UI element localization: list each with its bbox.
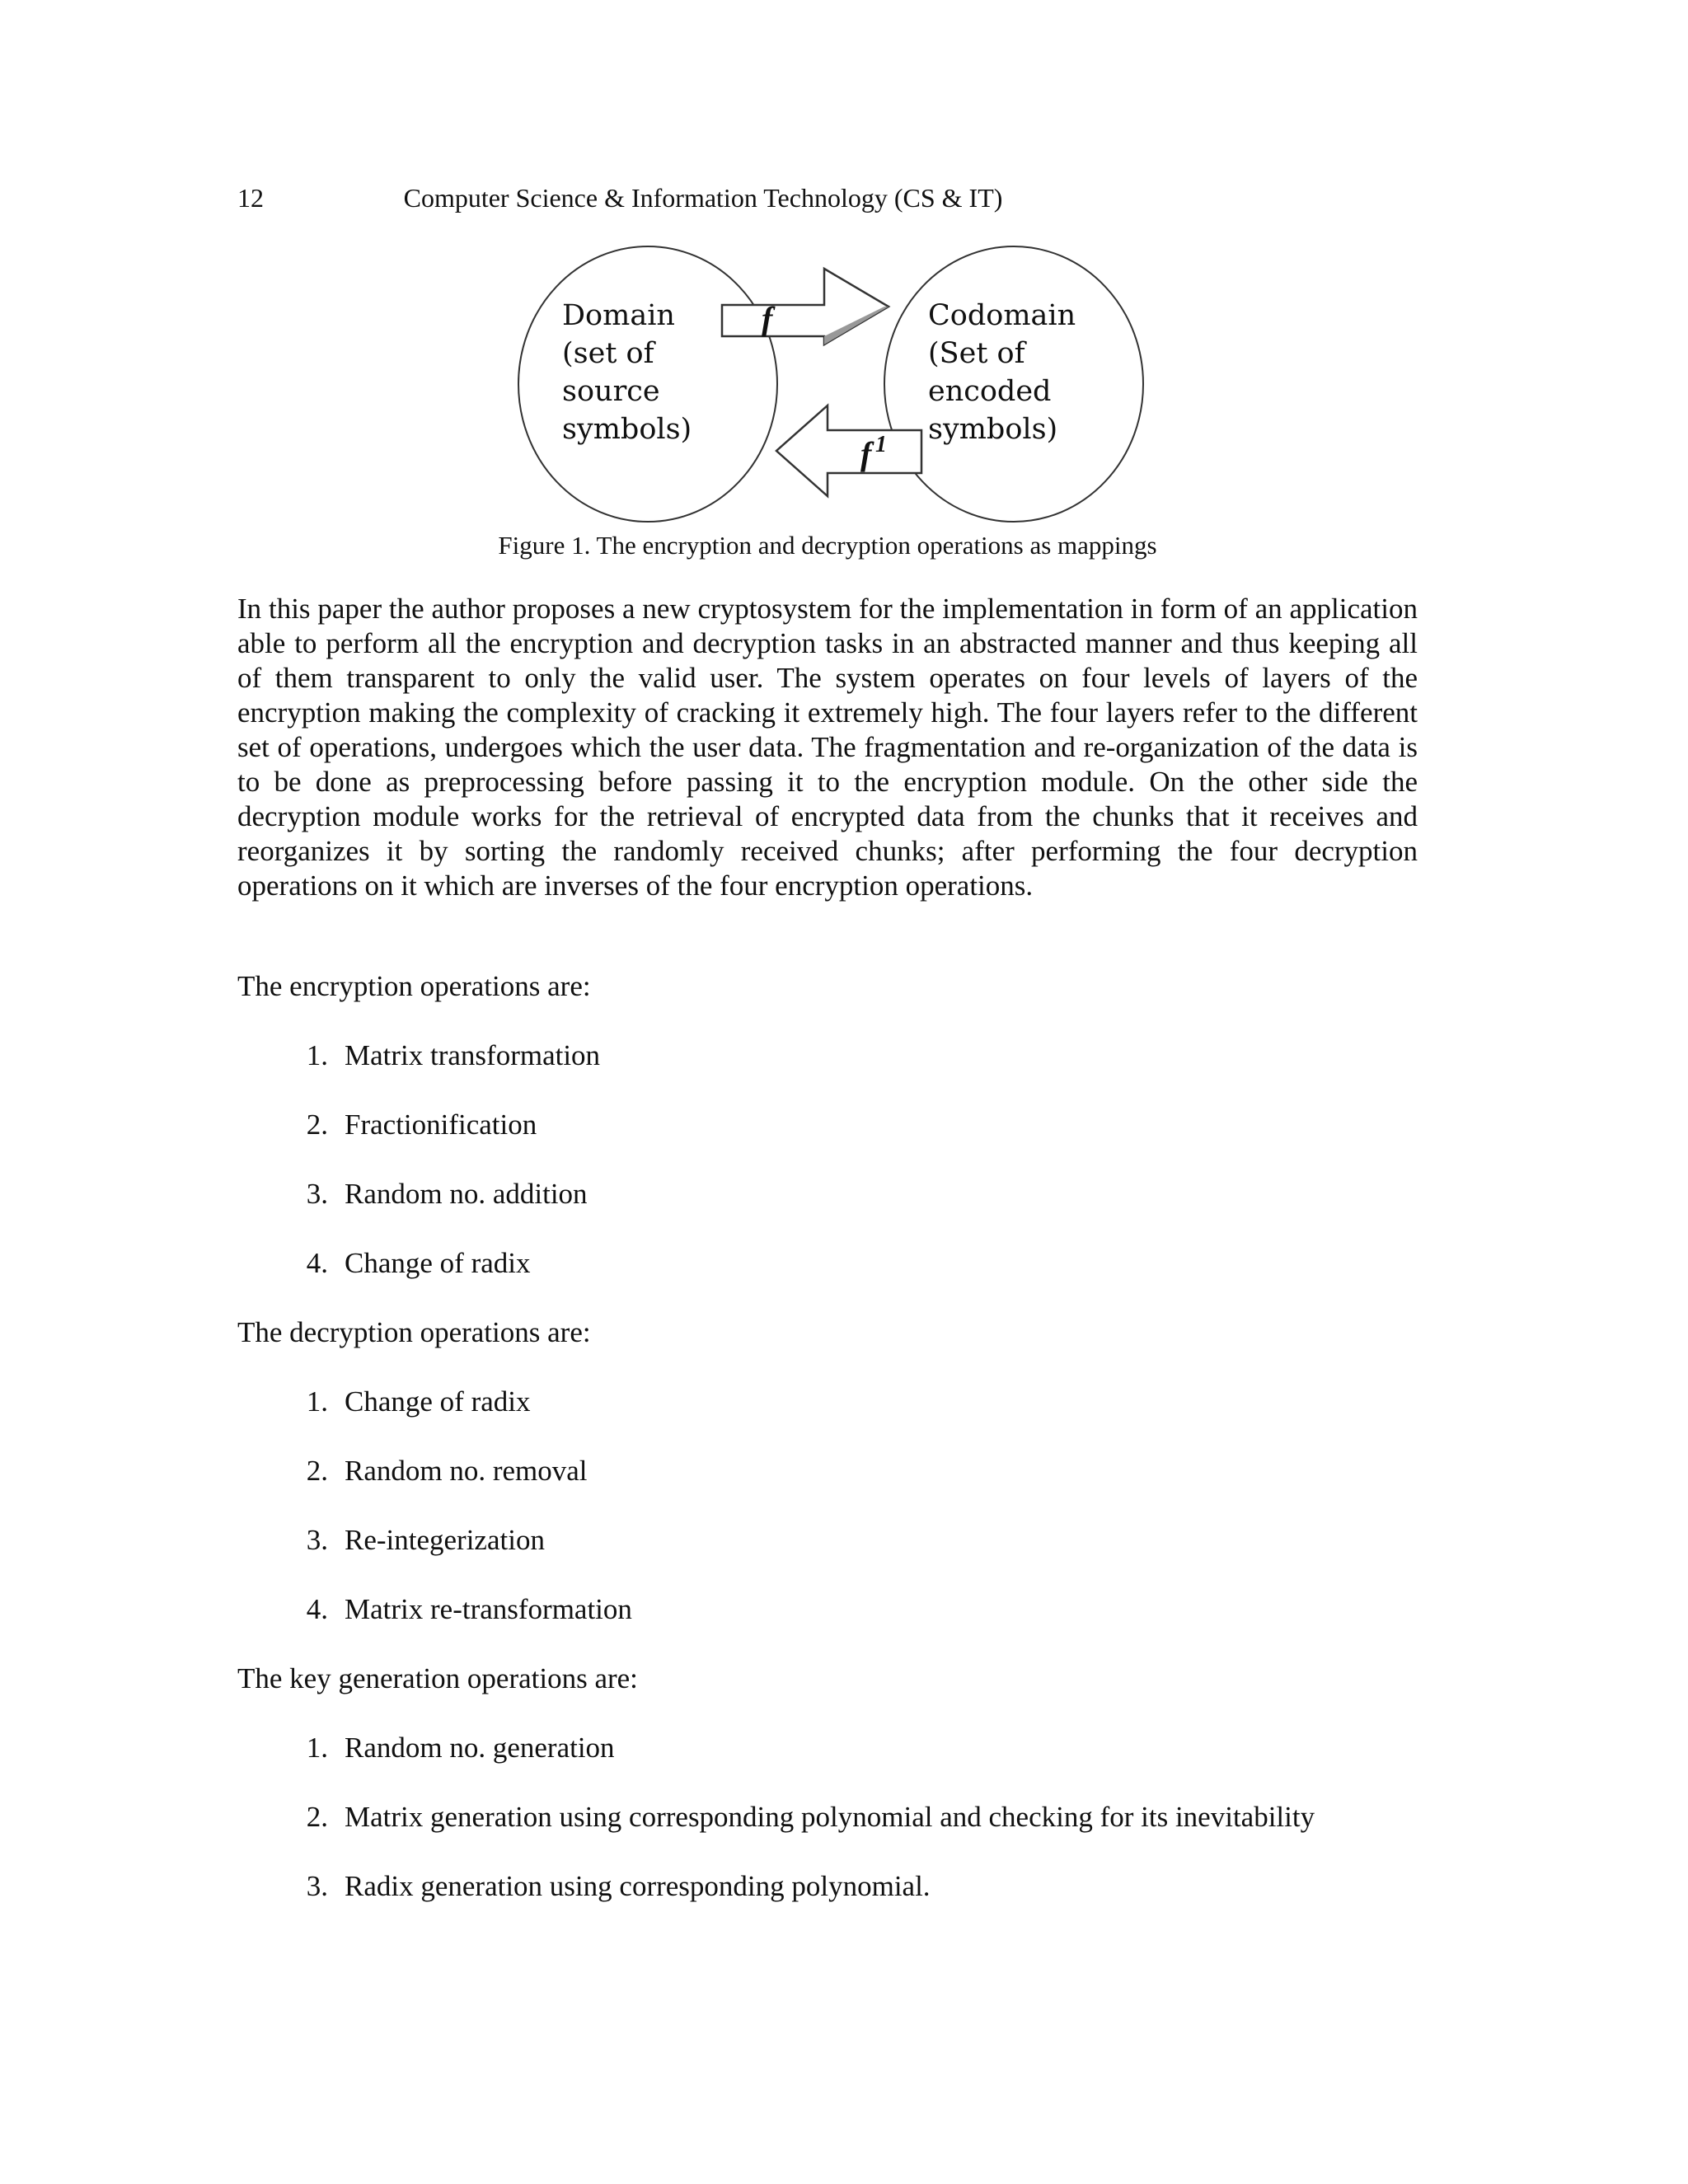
- list-item: [237, 1454, 1418, 1488]
- list-item-text: Matrix generation using corresponding polynomial and checking for its inevitability: [345, 1801, 1315, 1833]
- list-item: [237, 1038, 1418, 1073]
- domain-label-line-3: source: [562, 375, 660, 408]
- decryption-section: [237, 1315, 1418, 1661]
- figure-caption: [237, 531, 1418, 560]
- encryption-section: [237, 969, 1418, 1315]
- list-item-number: 1.: [306, 1385, 328, 1418]
- list-item-text: Change of radix: [345, 1247, 531, 1279]
- list-item: [237, 1385, 1418, 1419]
- figure-mapping-diagram: [509, 241, 1218, 537]
- keygen-list: [237, 1731, 1418, 1904]
- codomain-label-line-1: Codomain: [928, 299, 1076, 332]
- domain-label-line-4: symbols): [562, 413, 692, 446]
- list-item-number: 3.: [306, 1524, 328, 1556]
- list-item: [237, 1523, 1418, 1558]
- list-item: [237, 1800, 1418, 1835]
- list-item-number: 2.: [306, 1801, 328, 1833]
- keygen-section: [237, 1661, 1418, 1938]
- list-item: [237, 1177, 1418, 1212]
- list-item: [237, 1592, 1418, 1627]
- forward-function-label: f: [762, 300, 773, 337]
- figure-caption-text: Figure 1. The encryption and decryption operations as mappings: [498, 531, 1157, 560]
- list-item-text: Matrix transformation: [345, 1039, 601, 1071]
- list-item-number: 2.: [306, 1455, 328, 1487]
- list-item-number: 3.: [306, 1870, 328, 1902]
- list-item-number: 4.: [306, 1247, 328, 1279]
- decryption-lead: The decryption operations are:: [237, 1316, 591, 1348]
- running-head: Computer Science & Information Technology (CS & IT): [403, 183, 1003, 213]
- codomain-label-line-3: encoded: [928, 375, 1052, 408]
- list-item-number: 1.: [306, 1732, 328, 1764]
- encryption-lead: The encryption operations are:: [237, 970, 591, 1002]
- encryption-list: [237, 1038, 1418, 1281]
- domain-label-line-1: Domain: [562, 299, 675, 332]
- list-item-text: Change of radix: [345, 1385, 531, 1418]
- mapping-diagram-svg: [509, 241, 1218, 537]
- domain-label-line-2: (set of: [562, 337, 654, 370]
- codomain-label-line-4: symbols): [928, 413, 1058, 446]
- inverse-function-superscript: 1: [875, 432, 887, 457]
- list-item: [237, 1731, 1418, 1765]
- page-number: 12: [237, 183, 264, 213]
- list-item: [237, 1869, 1418, 1904]
- list-item-text: Random no. generation: [345, 1732, 615, 1764]
- page-header: [237, 183, 1418, 221]
- list-item-text: Matrix re-transformation: [345, 1593, 632, 1625]
- body-paragraph: In this paper the author proposes a new cryptosystem for the implementation in form of an application able to perform all the encryption and decryption tasks in an abstracted manner and thus keeping all of them transparent to only the valid user. The system operates on four levels of layers of the encryption making the complexity of cracking it extremely high. The four layers refer to the different set of operations, undergoes which the user data. The fragmentation and re-organization of the data is to be done as preprocessing before passing it to the encryption module. On the other side the decryption module works for the retrieval of encrypted data from the chunks that it receives and reorganizes it by sorting the randomly received chunks; after performing the four decryption operations on it which are inverses of the four encryption operations.: [237, 593, 1418, 902]
- inverse-arrow-shape: [776, 405, 921, 496]
- decryption-list: [237, 1385, 1418, 1627]
- list-item-text: Random no. addition: [345, 1178, 588, 1210]
- list-item-number: 3.: [306, 1178, 328, 1210]
- list-item: [237, 1246, 1418, 1281]
- list-item-number: 2.: [306, 1108, 328, 1141]
- list-item-text: Radix generation using corresponding polynomial.: [345, 1870, 931, 1902]
- codomain-label-line-2: (Set of: [928, 337, 1025, 370]
- forward-arrow-shape: [722, 269, 889, 344]
- list-item-number: 4.: [306, 1593, 328, 1625]
- list-item-text: Fractionification: [345, 1108, 537, 1141]
- inverse-function-label: f: [860, 435, 872, 472]
- list-item-text: Random no. removal: [345, 1455, 588, 1487]
- list-item: [237, 1108, 1418, 1142]
- list-item-text: Re-integerization: [345, 1524, 545, 1556]
- keygen-lead: The key generation operations are:: [237, 1662, 638, 1694]
- list-item-number: 1.: [306, 1039, 328, 1071]
